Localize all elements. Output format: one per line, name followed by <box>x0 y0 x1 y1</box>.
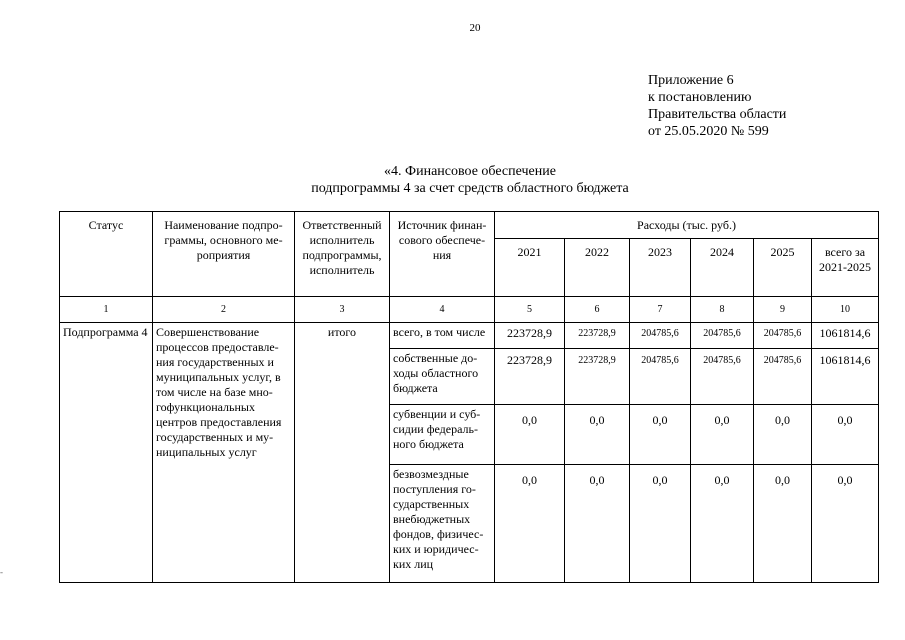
value-cell: 0,0 <box>691 405 754 465</box>
value-cell: 204785,6 <box>754 349 812 405</box>
header-source: Источник финан-сового обеспече-ния <box>390 212 495 297</box>
appendix-line: Правительства области <box>648 107 787 122</box>
value-cell: 223728,9 <box>565 349 630 405</box>
header-year: 2025 <box>754 239 812 297</box>
value-cell: 0,0 <box>691 465 754 583</box>
column-number: 8 <box>691 297 754 323</box>
value-cell: 0,0 <box>812 405 879 465</box>
value-cell: 0,0 <box>495 465 565 583</box>
value-cell: 0,0 <box>754 465 812 583</box>
value-cell: 204785,6 <box>691 349 754 405</box>
source-cell: собственные до-ходы областного бюджета <box>390 349 495 405</box>
column-number: 6 <box>565 297 630 323</box>
column-number: 4 <box>390 297 495 323</box>
column-number: 3 <box>295 297 390 323</box>
header-total: всего за 2021-2025 <box>812 239 879 297</box>
value-cell: 204785,6 <box>691 323 754 349</box>
value-cell: 1061814,6 <box>812 323 879 349</box>
header-year: 2023 <box>630 239 691 297</box>
header-year: 2024 <box>691 239 754 297</box>
header-name: Наименование подпро-граммы, основного ме-роприятия <box>153 212 295 297</box>
page-number: 20 <box>469 22 481 34</box>
column-number: 10 <box>812 297 879 323</box>
header-year: 2022 <box>565 239 630 297</box>
header-expenses: Расходы (тыс. руб.) <box>495 212 879 239</box>
appendix-block <box>648 72 786 140</box>
value-cell: 0,0 <box>495 405 565 465</box>
margin-mark: - <box>0 567 3 577</box>
executor-cell: итого <box>295 323 390 583</box>
source-cell: безвозмездные поступления го-сударственных внебюджетных фондов, физичес-ких и юридичес-ких лиц <box>390 465 495 583</box>
column-number: 5 <box>495 297 565 323</box>
value-cell: 204785,6 <box>754 323 812 349</box>
status-cell: Подпрограмма 4 <box>60 323 153 583</box>
title-line: подпрограммы 4 за счет средств областного бюджета <box>311 181 629 196</box>
value-cell: 0,0 <box>812 465 879 583</box>
budget-table <box>59 211 879 583</box>
document-title <box>230 163 710 197</box>
appendix-line: к постановлению <box>648 90 752 105</box>
header-year: 2021 <box>495 239 565 297</box>
appendix-line: Приложение 6 <box>648 73 734 88</box>
subprogram-name-cell: Совершенствование процессов предоставле-ния государственных и муниципальных услуг, в том числе на базе мно-гофункциональных центров предоставления государственных и му-ниципальных услуг <box>153 323 295 583</box>
value-cell: 0,0 <box>630 405 691 465</box>
value-cell: 0,0 <box>565 405 630 465</box>
source-cell: субвенции и суб-сидии федераль-ного бюджета <box>390 405 495 465</box>
value-cell: 0,0 <box>754 405 812 465</box>
value-cell: 223728,9 <box>495 323 565 349</box>
title-line: «4. Финансовое обеспечение <box>384 164 556 179</box>
source-cell: всего, в том числе <box>390 323 495 349</box>
value-cell: 1061814,6 <box>812 349 879 405</box>
appendix-line: от 25.05.2020 № 599 <box>648 124 769 139</box>
header-status: Статус <box>60 212 153 297</box>
column-number: 7 <box>630 297 691 323</box>
value-cell: 223728,9 <box>565 323 630 349</box>
value-cell: 0,0 <box>565 465 630 583</box>
value-cell: 223728,9 <box>495 349 565 405</box>
column-number: 1 <box>60 297 153 323</box>
value-cell: 204785,6 <box>630 323 691 349</box>
column-number: 2 <box>153 297 295 323</box>
value-cell: 0,0 <box>630 465 691 583</box>
header-executor: Ответственный исполнитель подпрограммы, исполнитель <box>295 212 390 297</box>
value-cell: 204785,6 <box>630 349 691 405</box>
column-number: 9 <box>754 297 812 323</box>
table-row <box>60 323 879 349</box>
